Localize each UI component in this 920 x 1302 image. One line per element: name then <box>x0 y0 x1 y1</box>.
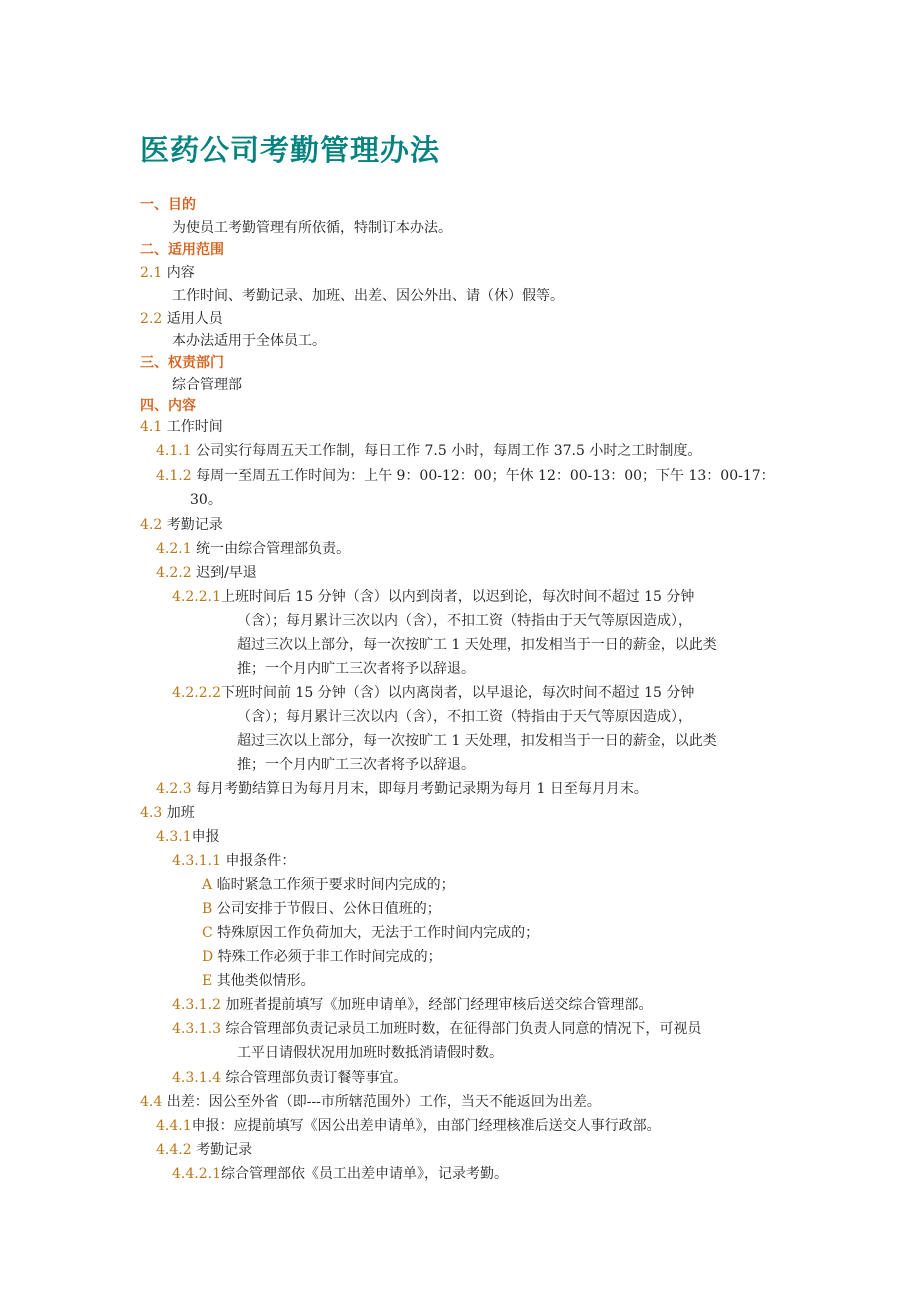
clause-item <box>172 587 694 607</box>
clause-text: 加班者提前填写《加班申请单》，经部门经理审核后送交综合管理部。 <box>225 997 653 1013</box>
clause-text: 下班时间前 15 分钟（含）以内离岗者，以早退论，每次时间不超过 15 分钟 <box>220 685 695 701</box>
clause-number: 4.3.1.2 <box>172 997 221 1013</box>
clause-item <box>172 851 295 871</box>
list-text: 公司安排于节假日、公休日值班的； <box>216 901 441 917</box>
list-letter: E <box>202 973 213 989</box>
list-text: 其他类似情形。 <box>216 973 315 989</box>
clause-heading <box>140 263 195 283</box>
list-letter: A <box>202 877 213 893</box>
list-item <box>202 875 455 895</box>
clause-item <box>156 563 257 583</box>
paragraph: 为使员工考勤管理有所依循，特制订本办法。 <box>172 220 452 236</box>
list-item <box>202 899 441 919</box>
clause-label: 申报 <box>191 829 220 845</box>
clause-label: 适用人员 <box>166 311 223 327</box>
clause-item <box>172 995 652 1015</box>
clause-heading <box>156 1140 252 1160</box>
list-letter: D <box>202 949 214 965</box>
list-text: 特殊原因工作负荷加大，无法于工作时间内完成的； <box>217 925 540 941</box>
clause-number: 4.3.1.1 <box>172 853 221 869</box>
clause-continuation: （含）；每月累计三次以内（含），不扣工资（特指由于天气等原因造成）， <box>237 709 692 725</box>
clause-continuation: 推；一个月内旷工三次者将予以辞退。 <box>237 757 475 773</box>
clause-label: 工作时间 <box>166 419 223 435</box>
clause-continuation: 工平日请假状况用加班时数抵消请假时数。 <box>237 1045 503 1061</box>
clause-label: 考勤记录 <box>196 1142 253 1158</box>
clause-number: 4.1.2 <box>156 468 192 484</box>
clause-item <box>172 1068 407 1088</box>
clause-item <box>156 1116 661 1136</box>
section-heading-purpose: 一、目的 <box>140 197 196 213</box>
clause-item <box>172 683 694 703</box>
clause-item <box>156 779 648 799</box>
clause-text: 每周一至周五工作时间为：上午 9：00-12：00；午休 12：00-13：00；下午 13：00-17： <box>196 468 775 484</box>
clause-number: 4.3.1 <box>156 829 192 845</box>
list-letter: C <box>202 925 213 941</box>
clause-continuation: （含）；每月累计三次以内（含），不扣工资（特指由于天气等原因造成）， <box>237 613 692 629</box>
document-title: 医药公司考勤管理办法 <box>140 133 441 167</box>
paragraph: 工作时间、考勤记录、加班、出差、因公外出、请（休）假等。 <box>172 288 564 304</box>
clause-number: 4.4.2.1 <box>172 1166 221 1182</box>
clause-number: 4.2.3 <box>156 781 192 797</box>
clause-number: 4.2.2 <box>156 565 192 581</box>
clause-item <box>172 1019 701 1039</box>
clause-heading <box>140 309 223 329</box>
paragraph: 综合管理部 <box>172 377 242 393</box>
clause-item <box>156 539 350 559</box>
clause-text: 综合管理部负责订餐等事宜。 <box>225 1070 408 1086</box>
clause-number: 4.2.1 <box>156 541 192 557</box>
clause-number: 4.3 <box>140 805 163 821</box>
clause-number: 4.3.1.4 <box>172 1070 221 1086</box>
paragraph: 本办法适用于全体员工。 <box>172 333 326 349</box>
clause-text: 申报条件： <box>225 853 296 869</box>
clause-heading <box>140 803 195 823</box>
list-item <box>202 947 442 967</box>
clause-number: 4.4 <box>140 1094 163 1110</box>
clause-text: 每月考勤结算日为每月月末，即每月考勤记录期为每月 1 日至每月月末。 <box>196 781 648 797</box>
section-heading-content: 四、内容 <box>140 398 196 414</box>
section-heading-responsibility: 三、权责部门 <box>140 355 224 371</box>
clause-continuation: 30。 <box>190 492 222 508</box>
clause-text: 申报：应提前填写《因公出差申请单》，由部门经理核准后送交人事行政部。 <box>191 1118 661 1134</box>
section-heading-scope: 二、适用范围 <box>140 242 224 258</box>
clause-text: 统一由综合管理部负责。 <box>196 541 351 557</box>
clause-item <box>172 1164 508 1184</box>
clause-number: 4.4.1 <box>156 1118 192 1134</box>
clause-number: 4.3.1.3 <box>172 1021 221 1037</box>
list-item <box>202 971 315 991</box>
clause-number: 4.2.2.1 <box>172 589 221 605</box>
clause-number: 4.1.1 <box>156 443 192 459</box>
clause-label: 加班 <box>166 805 195 821</box>
clause-label: 内容 <box>166 265 195 281</box>
clause-number: 4.1 <box>140 419 163 435</box>
list-item <box>202 923 539 943</box>
clause-heading <box>140 515 223 535</box>
clause-label: 考勤记录 <box>166 517 223 533</box>
clause-heading <box>140 1092 601 1112</box>
clause-heading <box>156 827 220 847</box>
list-text: 特殊工作必须于非工作时间完成的； <box>217 949 442 965</box>
clause-text: 公司实行每周五天工作制，每日工作 7.5 小时，每周工作 37.5 小时之工时制度。 <box>196 443 702 459</box>
clause-number: 2.1 <box>140 265 163 281</box>
clause-text: 综合管理部依《员工出差申请单》，记录考勤。 <box>220 1166 508 1182</box>
clause-text: 出差：因公至外省（即---市所辖范围外）工作，当天不能返回为出差。 <box>166 1094 601 1110</box>
clause-continuation: 超过三次以上部分，每一次按旷工 1 天处理，扣发相当于一日的薪金，以此类 <box>237 733 717 749</box>
clause-continuation: 推；一个月内旷工三次者将予以辞退。 <box>237 661 475 677</box>
clause-continuation: 超过三次以上部分，每一次按旷工 1 天处理，扣发相当于一日的薪金，以此类 <box>237 637 717 653</box>
clause-heading <box>140 417 223 437</box>
clause-item <box>156 466 775 486</box>
clause-number: 4.2.2.2 <box>172 685 221 701</box>
clause-text: 上班时间后 15 分钟（含）以内到岗者，以迟到论，每次时间不超过 15 分钟 <box>220 589 695 605</box>
clause-number: 4.4.2 <box>156 1142 192 1158</box>
clause-text: 迟到/早退 <box>196 565 257 581</box>
list-text: 临时紧急工作须于要求时间内完成的； <box>216 877 455 893</box>
list-letter: B <box>202 901 213 917</box>
clause-item <box>156 441 701 461</box>
clause-number: 4.2 <box>140 517 163 533</box>
clause-text: 综合管理部负责记录员工加班时数，在征得部门负责人同意的情况下，可视员 <box>225 1021 702 1037</box>
clause-number: 2.2 <box>140 311 163 327</box>
